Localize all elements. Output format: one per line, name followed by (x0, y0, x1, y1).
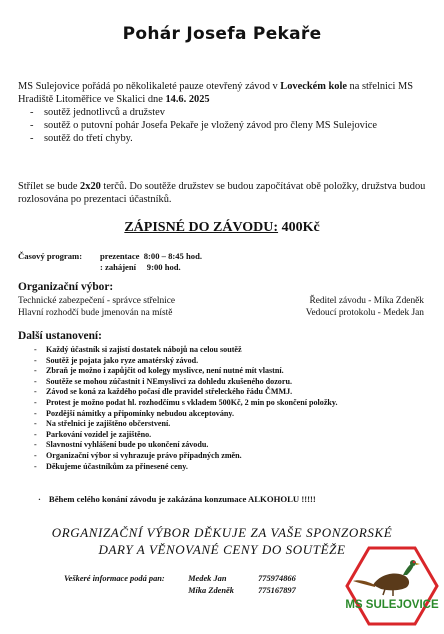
contacts-label: Veškeré informace podá pan: (64, 574, 165, 583)
intro-text-2: na střelnici MS Hradiště Litoměřice ve Skalici dne (18, 81, 414, 105)
committee-right: Ředitel závodu - Míka Zdeněk (309, 296, 424, 306)
rule-item: - Protest je možno podat hl. rozhodčímu s vkladem 500Kč, 2 min po skončení položky. (18, 398, 438, 409)
rules-list (18, 345, 438, 472)
contacts (64, 573, 296, 597)
schedule-item: prezentace (100, 251, 140, 261)
committee-row (18, 296, 424, 306)
contact-phone: 775167897 (258, 586, 296, 595)
contact-row (64, 585, 296, 597)
entry-fee-amount: 400Kč (278, 220, 320, 235)
page-title: Pohár Josefa Pekaře (122, 24, 322, 44)
schedule-label: Časový program: (18, 251, 83, 261)
rule-item: - Zbraň je možno i zapůjčit od kolegy myslivce, není nutné mít vlastní. (18, 366, 438, 377)
intro-discipline: Loveckém kole (280, 81, 347, 92)
rule-item: - Slavnostní vyhlášení bude po ukončení závodu. (18, 440, 438, 451)
contact-row (64, 573, 296, 585)
shooting-text-1: Střílet se bude (18, 181, 81, 192)
rule-item: - Děkujeme účastníkům za přinesené ceny. (18, 462, 438, 473)
entry-fee (0, 220, 444, 236)
intro-section (18, 80, 428, 145)
committee-right: Vedoucí protokolu - Medek Jan (305, 308, 424, 318)
schedule-time: 9:00 hod. (146, 262, 181, 272)
rule-item: - Každý účastník si zajistí dostatek nábojů na celou soutěž (18, 345, 438, 356)
contact-phone: 775974866 (258, 574, 296, 583)
intro-paragraph (18, 80, 428, 106)
sponsor-thanks-line: DARY A VĚNOVANÉ CENY DO SOUTĚŽE (98, 542, 346, 557)
contact-name: Míka Zdeněk (188, 586, 234, 595)
shooting-text-2: terčů. Do soutěže družstev se budou započítávat obě položky, družstva budou rozlosována po prezentaci účastníků. (18, 181, 426, 205)
rule-item: - Organizační výbor si vyhrazuje právo případných změn. (18, 451, 438, 462)
shooting-targets: 2x20 (80, 181, 101, 192)
sponsor-thanks-line: ORGANIZAČNÍ VÝBOR DĚKUJE ZA VAŠE SPONZORSKÉ (51, 525, 393, 540)
bullet: · (38, 494, 41, 504)
intro-text-1: MS Sulejovice pořádá po několikaleté pauze otevřený závod v (18, 81, 281, 92)
schedule-row (18, 262, 202, 273)
contact-name: Medek Jan (188, 574, 227, 583)
schedule-time: 8:00 – 8:45 hod. (143, 251, 203, 261)
ms-sulejovice-logo (345, 545, 439, 627)
rules-heading: Další ustanovení: (18, 330, 102, 342)
committee-left: Hlavní rozhodčí bude jmenován na místě (18, 308, 173, 318)
schedule-row (18, 251, 202, 262)
logo-text: MS SULEJOVICE (345, 599, 439, 611)
rule-item: - Závod se koná za každého počasí dle pravidel střeleckého řádu ČMMJ. (18, 387, 438, 398)
competition-item: - soutěž do třetí chyby. (18, 132, 428, 145)
rule-item: - Na střelnici je zajištěno občerstvení. (18, 419, 438, 430)
committee-heading: Organizační výbor: (18, 281, 114, 293)
competition-list (18, 106, 428, 145)
entry-fee-label: ZÁPISNÉ DO ZÁVODU: (124, 220, 279, 235)
competition-item: - soutěž jednotlivců a družstev (18, 106, 428, 119)
alcohol-notice (38, 494, 316, 504)
rule-item: - Soutěže se mohou zúčastnit i NEmyslivci za dohledu zkušeného dozoru. (18, 377, 438, 388)
intro-date: 14.6. 2025 (165, 94, 210, 105)
committee-left: Technické zabezpečení - správce střelnice (18, 296, 176, 306)
rule-item: - Parkování vozidel je zajištěno. (18, 430, 438, 441)
competition-item: - soutěž o putovní pohár Josefa Pekaře je vložený závod pro členy MS Sulejovice (18, 119, 428, 132)
schedule (18, 251, 202, 273)
alcohol-notice-text: Během celého konání závodu je zakázána konzumace ALKOHOLU !!!!! (48, 494, 316, 504)
schedule-item: : zahájení (100, 262, 137, 272)
rule-item: - Pozdější námitky a připomínky nebudou akceptovány. (18, 409, 438, 420)
committee-row (18, 308, 424, 318)
rule-item: - Soutěž je pojata jako ryze amatérský závod. (18, 356, 438, 367)
shooting-paragraph (18, 180, 428, 206)
